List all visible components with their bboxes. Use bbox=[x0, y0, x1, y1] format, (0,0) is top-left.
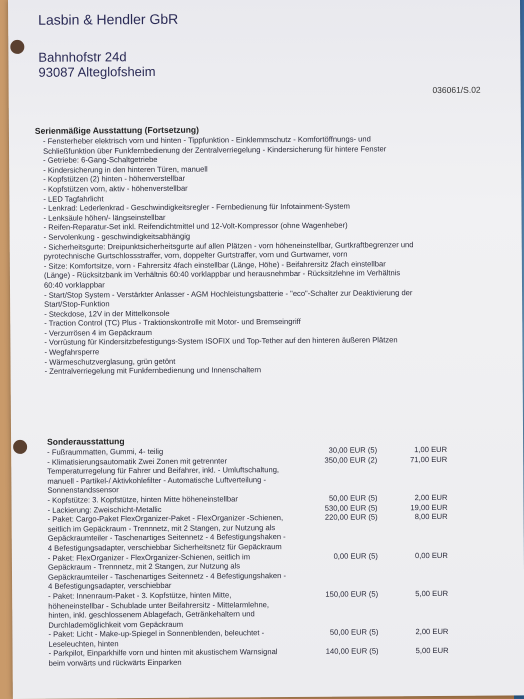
document-page bbox=[8, 0, 524, 699]
standard-equipment-list bbox=[43, 134, 415, 376]
option-description: - Paket: FlexOrganizer - FlexOrganizer-Schienen, seitlich im Gepäckraum - Trennnetz, mit 2 Stangen, zur Nutzung als Gepäckraumteiler - Taschenartiges Seitennetz - 4 Befestigungshaken - 4 Befestigungsadapter, verschiebbar bbox=[48, 552, 288, 592]
list-item: - Wegfahrsperre bbox=[44, 345, 414, 357]
option-total: 0,00 EUR bbox=[414, 550, 448, 560]
street-address: Bahnhofstr 24d bbox=[38, 49, 127, 65]
option-description: - Paket: Cargo-Paket FlexOrganizer-Paket - FlexOrganizer -Schienen, seitlich im Gepäckraum - Trennnetz, mit 2 Stangen, zur Nutzung als Gepäckraumteiler - Taschenartiges Seitennetz - 4 Befestigungshaken - 4 Befestigungsadapter, verschiebbar Sicherheitsnetz für Gepäckraum bbox=[48, 513, 288, 553]
option-price: 220,00 EUR (5) bbox=[324, 512, 378, 522]
option-total: 19,00 EUR bbox=[410, 502, 448, 512]
table-row bbox=[49, 646, 509, 668]
option-price: 0,00 EUR (5) bbox=[333, 550, 378, 561]
list-item: - Kopfstützen (2) hinten - höhenverstellbar bbox=[43, 173, 413, 185]
list-item: - Kopfstützen vorn, aktiv - höhenverstellbar bbox=[43, 182, 413, 194]
table-row bbox=[48, 550, 508, 592]
list-item: - Kindersicherung in den hinteren Türen, manuell bbox=[43, 163, 413, 175]
list-item: - Zentralverriegelung mit Funkfernbedienung und Innenschaltern bbox=[45, 364, 415, 376]
option-description: - Klimatisierungsautomatik Zwei Zonen mit getrennter Temperaturregelung für Fahrer und Beifahrer, inkl. - Umluftschaltung, manuell - Partikel-/ Aktivkohlefilter - Automatische Luftverteilung - Sonnenstandssensor bbox=[47, 456, 287, 496]
table-row bbox=[47, 454, 507, 496]
city-address: 93087 Alteglofsheim bbox=[38, 63, 156, 80]
list-item: - Sicherheitsgurte: Dreipunktsicherheitsgurte auf allen Plätzen - vorn höheneinstellbar, Gurtkraftbegrenzer und pyrotechnische Gurtschlossstraffer, vorn, doppelter Gurtstraffer, vorn und Gurtwarner, vorn bbox=[44, 240, 414, 262]
option-total: 2,00 EUR bbox=[415, 627, 449, 637]
option-description: - Parkpilot, Einparkhilfe vorn und hinten mit akustischem Warnsignal beim vorwärts und rückwärts Einparken bbox=[49, 648, 289, 669]
option-total: 2,00 EUR bbox=[414, 492, 448, 503]
option-price: 140,00 EUR (5) bbox=[325, 646, 379, 657]
list-item: - Start/Stop System - Verstärkter Anlasser - AGM Hochleistungsbatterie - "eco"-Schalter zur Deaktivierung der Start/Stop-Funktion bbox=[44, 288, 414, 310]
optional-equipment-table bbox=[47, 445, 509, 669]
option-price: 50,00 EUR (5) bbox=[328, 493, 378, 503]
list-item: - Servolenkung - geschwindigkeitsabhängig bbox=[44, 230, 414, 242]
option-price: 30,00 EUR (5) bbox=[328, 445, 378, 455]
option-total: 5,00 EUR bbox=[415, 588, 449, 599]
option-total: 1,00 EUR bbox=[414, 444, 448, 455]
option-description: - Paket: Innenraum-Paket - 3. Kopfstütze, hinten Mitte, höheneinstellbar - Schublade unter Beifahrersitz - Mittelarmlehne, hinten, inkl. geschlossenem Ablagefach, Getränkehaltern und Durchlademöglichkeit vom Gepäckraum bbox=[48, 590, 288, 630]
list-item: - Verzurrösen 4 im Gepäckraum bbox=[44, 326, 414, 338]
standard-equipment-title: Serienmäßige Ausstattung (Fortsetzung) bbox=[34, 124, 199, 136]
option-price: 50,00 EUR (5) bbox=[329, 627, 379, 638]
table-row bbox=[48, 512, 508, 554]
option-total: 8,00 EUR bbox=[414, 512, 448, 522]
list-item: - Lenksäule höhen/- längseinstellbar bbox=[43, 211, 413, 223]
option-total: 71,00 EUR bbox=[410, 454, 448, 464]
option-price: 150,00 EUR (5) bbox=[325, 589, 379, 599]
optional-equipment-title: Sonderausstattung bbox=[47, 436, 125, 447]
list-item: - Getriebe: 6-Gang-Schaltgetriebe bbox=[43, 153, 413, 165]
document-number: 036061/S.02 bbox=[432, 84, 481, 96]
table-row bbox=[48, 588, 508, 630]
option-price: 350,00 EUR (2) bbox=[324, 455, 378, 465]
option-total: 5,00 EUR bbox=[415, 646, 449, 656]
option-price: 530,00 EUR (5) bbox=[324, 502, 378, 513]
list-item: - Sitze: Komfortsitze, vorn - Fahrersitz 4fach einstellbar (Länge, Höhe) - Beifahrersitz 2fach einstellbar (Länge) - Rücksitzbank im Verhältnis 60:40 vorklappbar und herausnehmbar - Rücksitzlehne im Verhältnis 60:40 vorklappbar bbox=[44, 259, 414, 290]
list-item: - Fensterheber elektrisch vorn und hinten - Tippfunktion - Einklemmschutz - Komfortöffnungs- und Schließfunktion über Funkfernbedienung der Zentralverriegelung - Kindersicherung für hintere Fenster bbox=[43, 134, 413, 156]
option-description: - Paket: Licht - Make-up-Spiegel in Sonnenblenden, beleuchtet - Leseleuchten, hinten bbox=[48, 628, 288, 649]
list-item: - Lenkrad: Lederlenkrad - Geschwindigkeitsregler - Fernbedienung für Infotainment-System bbox=[43, 201, 413, 213]
list-item: - Traction Control (TC) Plus - Traktionskontrolle mit Motor- und Bremseingriff bbox=[44, 316, 414, 328]
punch-hole bbox=[10, 40, 24, 54]
list-item: - LED Tagfahrlicht bbox=[43, 192, 413, 204]
option-description: - Fußraummatten, Gummi, 4- teilig bbox=[47, 446, 287, 457]
list-item: - Reifen-Reparatur-Set inkl. Reifendichtmittel und 12-Volt-Kompressor (ohne Wagenheber) bbox=[44, 221, 414, 233]
option-description: - Lackierung: Zweischicht-Metallic bbox=[48, 504, 288, 515]
option-description: - Kopfstütze: 3. Kopfstütze, hinten Mitte höheneinstellbar bbox=[47, 494, 287, 505]
list-item: - Steckdose, 12V in der Mittelkonsole bbox=[44, 307, 414, 319]
list-item: - Wärmeschutzverglasung, grün getönt bbox=[44, 355, 414, 367]
company-name: Lasbin & Hendler GbR bbox=[38, 10, 179, 28]
list-item: - Vorrüstung für Kindersitzbefestigungs-System ISOFIX und Top-Tether auf den hinteren äußeren Plätzen bbox=[44, 336, 414, 348]
punch-hole bbox=[13, 440, 27, 454]
